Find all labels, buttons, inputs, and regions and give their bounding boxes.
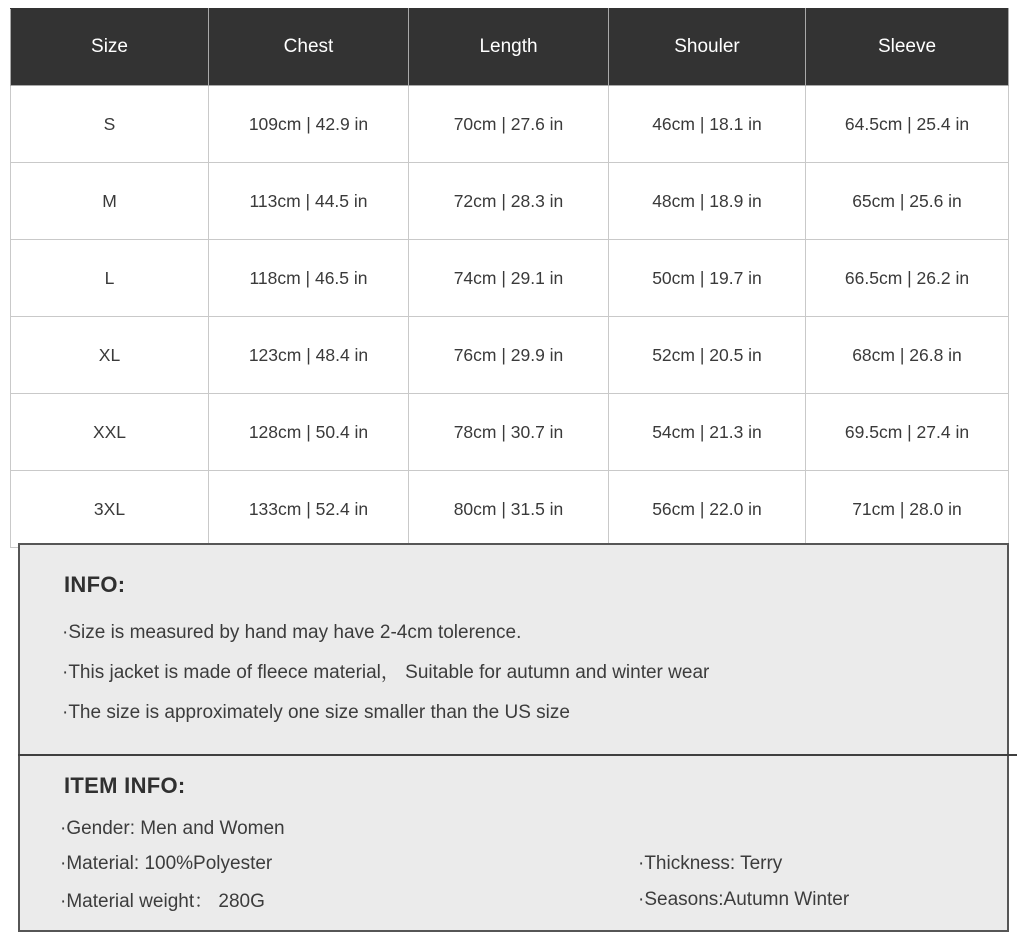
item-line-material: ·Material: 100%Polyester: [60, 853, 273, 875]
size-chart-header-row: [11, 9, 1009, 86]
item-line-weight: ·Material weight： 280G: [60, 891, 265, 913]
size-chart-cell: 68cm | 26.8 in: [806, 317, 1009, 394]
size-chart-cell: 128cm | 50.4 in: [209, 394, 409, 471]
size-chart-row: [11, 394, 1009, 471]
item-info-grid: [20, 811, 1007, 918]
size-chart-cell: 74cm | 29.1 in: [409, 240, 609, 317]
size-chart-header-cell: Length: [409, 9, 609, 86]
size-chart-cell: 78cm | 30.7 in: [409, 394, 609, 471]
size-chart-cell: 80cm | 31.5 in: [409, 471, 609, 548]
info-heading: INFO:: [64, 572, 126, 597]
size-chart-table: [10, 8, 1009, 548]
size-chart-cell: 65cm | 25.6 in: [806, 163, 1009, 240]
size-chart-cell: S: [11, 86, 209, 163]
item-line-thickness: ·Thickness: Terry: [638, 853, 783, 875]
item-info-heading: ITEM INFO:: [64, 773, 186, 798]
size-chart-cell: 46cm | 18.1 in: [609, 86, 806, 163]
size-chart-cell: 50cm | 19.7 in: [609, 240, 806, 317]
size-chart-cell: 70cm | 27.6 in: [409, 86, 609, 163]
size-chart-cell: 54cm | 21.3 in: [609, 394, 806, 471]
size-chart-cell: 69.5cm | 27.4 in: [806, 394, 1009, 471]
size-chart-cell: 52cm | 20.5 in: [609, 317, 806, 394]
item-line-seasons: ·Seasons:Autumn Winter: [638, 888, 850, 910]
info-line-tolerance: ·Size is measured by hand may have 2-4cm tolerence.: [62, 622, 522, 643]
size-chart-cell: 76cm | 29.9 in: [409, 317, 609, 394]
size-chart-row: [11, 471, 1009, 548]
size-chart-header-cell: Chest: [209, 9, 409, 86]
size-chart-cell: 118cm | 46.5 in: [209, 240, 409, 317]
info-line-us-size: ·The size is approximately one size smaller than the US size: [62, 702, 570, 723]
size-chart-cell: M: [11, 163, 209, 240]
size-chart-row: [11, 240, 1009, 317]
item-line-gender: ·Gender: Men and Women: [60, 817, 285, 839]
size-chart-header-cell: Shouler: [609, 9, 806, 86]
size-chart-header-cell: Sleeve: [806, 9, 1009, 86]
size-chart-cell: 3XL: [11, 471, 209, 548]
size-chart-cell: 64.5cm | 25.4 in: [806, 86, 1009, 163]
size-chart-row: [11, 86, 1009, 163]
item-info-section: [20, 774, 1007, 918]
section-divider: [18, 754, 1017, 756]
size-chart-cell: XXL: [11, 394, 209, 471]
size-chart-cell: 113cm | 44.5 in: [209, 163, 409, 240]
size-chart-cell: 66.5cm | 26.2 in: [806, 240, 1009, 317]
size-chart-cell: L: [11, 240, 209, 317]
size-chart-cell: 56cm | 22.0 in: [609, 471, 806, 548]
size-chart-row: [11, 163, 1009, 240]
size-chart-cell: 123cm | 48.4 in: [209, 317, 409, 394]
size-chart-cell: XL: [11, 317, 209, 394]
info-line-material: ·This jacket is made of fleece material， Suitable for autumn and winter wear: [62, 662, 710, 683]
size-chart-header-cell: Size: [11, 9, 209, 86]
size-chart-cell: 48cm | 18.9 in: [609, 163, 806, 240]
size-chart-cell: 133cm | 52.4 in: [209, 471, 409, 548]
size-chart-cell: 71cm | 28.0 in: [806, 471, 1009, 548]
size-chart-cell: 109cm | 42.9 in: [209, 86, 409, 163]
info-section: [20, 573, 1007, 725]
size-chart-row: [11, 317, 1009, 394]
info-panel: [18, 543, 1009, 932]
size-chart-cell: 72cm | 28.3 in: [409, 163, 609, 240]
